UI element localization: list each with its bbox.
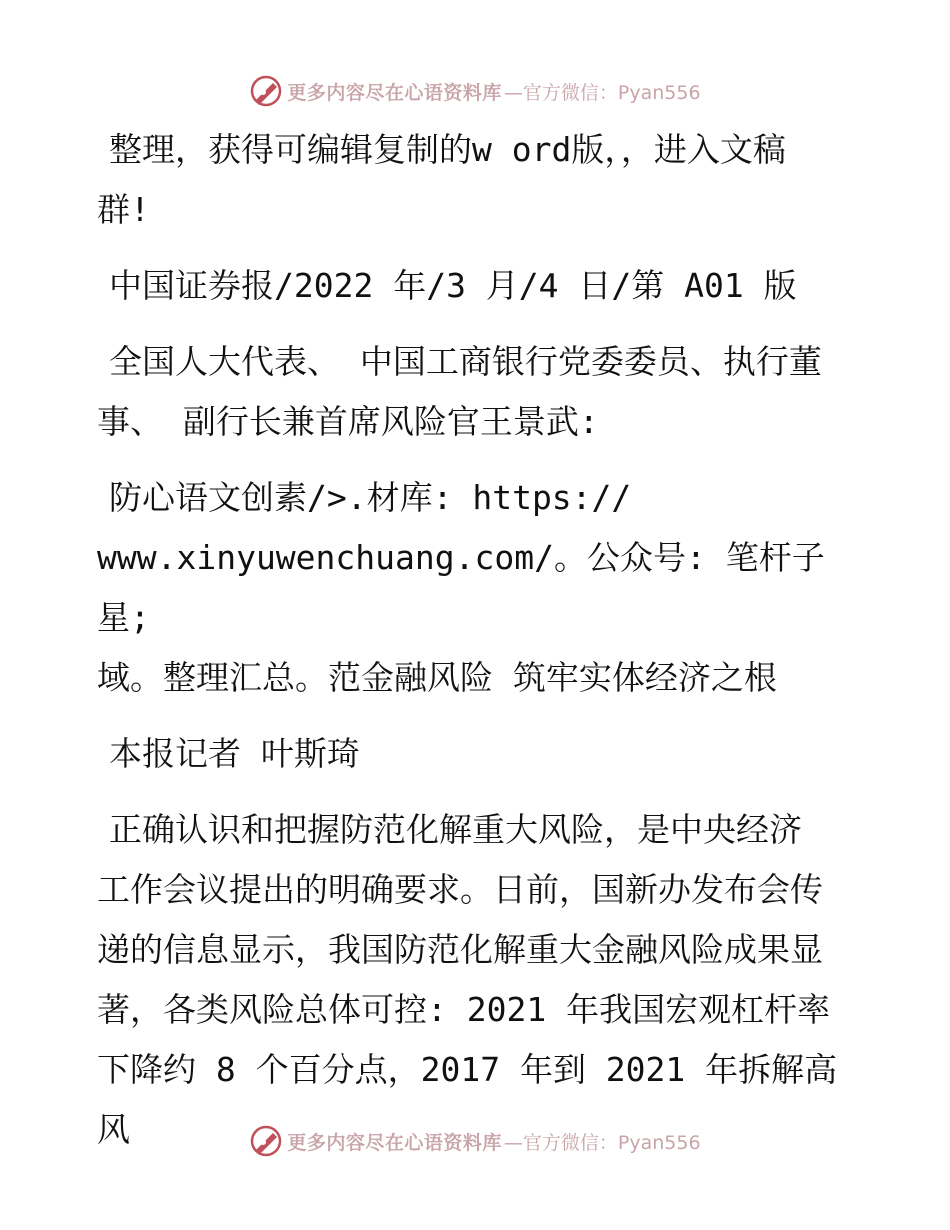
paragraph-intro — [97, 120, 857, 240]
text-line: 域。整理汇总。范金融风险 筑牢实体经济之根 — [97, 658, 777, 697]
watermark-title: 更多内容尽在心语资料库 — [287, 1131, 502, 1154]
document-body — [97, 120, 857, 1176]
text-line: 整理，获得可编辑复制的w ord版，，进入文稿 — [109, 130, 786, 169]
pen-logo-icon — [249, 1124, 283, 1158]
header-watermark-banner — [0, 71, 950, 111]
text-line: 下降约 8 个百分点，2017 年到 2021 年拆解高风 — [97, 1050, 838, 1149]
text-line: 本报记者 叶斯琦 — [109, 734, 360, 773]
text-line: 防心语文创素/>.材库: https:// — [109, 478, 632, 517]
text-line: 工作会议提出的明确要求。日前，国新办发布会传 — [97, 870, 823, 909]
text-line: 递的信息显示，我国防范化解重大金融风险成果显 — [97, 930, 823, 969]
footer-watermark-banner — [0, 1121, 950, 1161]
text-line: 群! — [97, 190, 150, 229]
paragraph-source — [97, 256, 857, 316]
text-line: 正确认识和把握防范化解重大风险，是中央经济 — [109, 810, 802, 849]
paragraph-byline — [97, 724, 857, 784]
watermark-contact: —官方微信：Pyan556 — [503, 81, 701, 104]
text-line: 中国证券报/2022 年/3 月/4 日/第 A01 版 — [109, 266, 797, 305]
text-line: www.xinyuwenchuang.com/。公众号: 笔杆子星; — [97, 538, 825, 637]
text-line: 著，各类风险总体可控: 2021 年我国宏观杠杆率 — [97, 990, 831, 1029]
watermark-title: 更多内容尽在心语资料库 — [287, 81, 502, 104]
text-line: 事、 副行长兼首席风险官王景武: — [97, 402, 599, 441]
paragraph-body — [97, 800, 857, 1160]
watermark-contact: —官方微信：Pyan556 — [503, 1131, 701, 1154]
paragraph-headline — [97, 468, 857, 708]
paragraph-author-title — [97, 332, 857, 452]
text-line: 全国人大代表、 中国工商银行党委委员、执行董 — [109, 342, 822, 381]
pen-logo-icon — [249, 74, 283, 108]
